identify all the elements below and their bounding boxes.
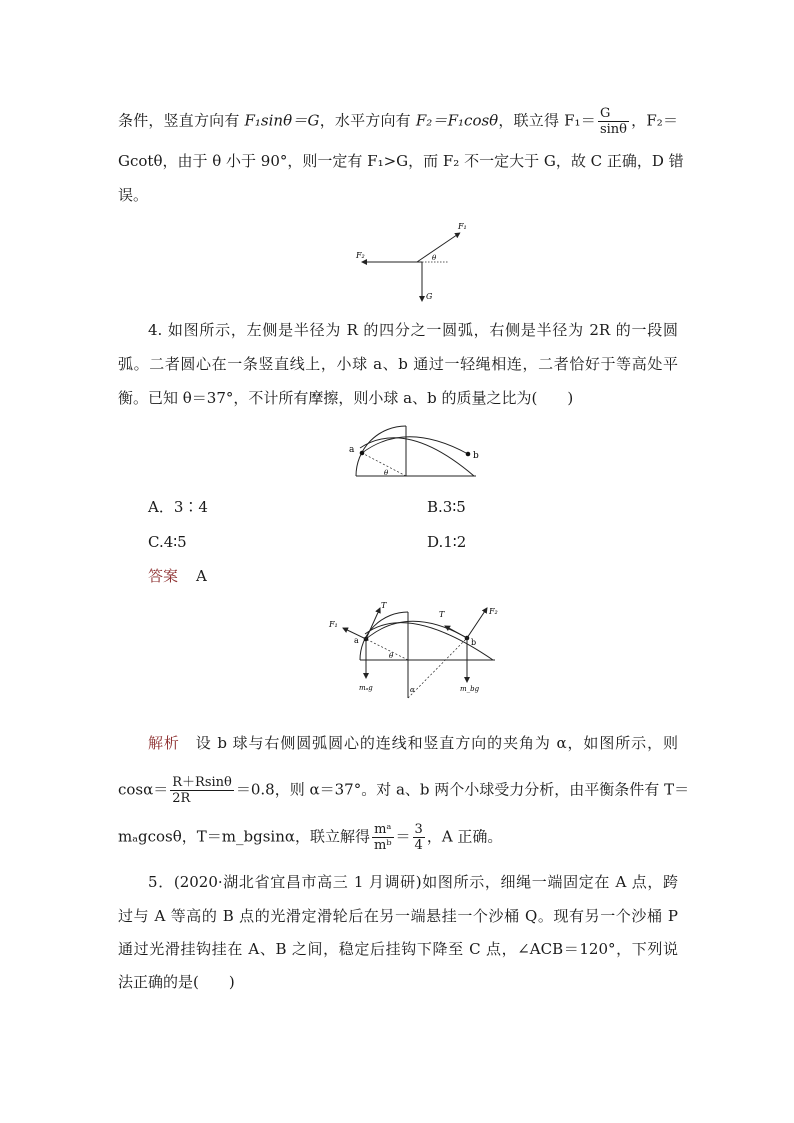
label-b: b xyxy=(471,638,477,647)
fraction-denominator: 4 xyxy=(414,838,423,853)
f1-vector xyxy=(417,233,460,262)
text: mₐgcosθ，T＝m_bgsinα，联立解得 xyxy=(118,827,370,846)
q4-line-3: 衡。已知 θ＝37°，不计所有摩擦，则小球 a、b 的质量之比为( ) xyxy=(118,389,574,407)
q5-line-3: 通过光滑挂钩挂在 A、B 之间，稳定后挂钩下降至 C 点，∠ACB＝120°，下列说 xyxy=(118,940,678,958)
option-a: A．3∶4 xyxy=(148,498,208,516)
q4-line-1: 4. 如图所示，左侧是半径为 R 的四分之一圆弧，右侧是半径为 2R 的一段圆 xyxy=(148,321,678,339)
label-f1: F₁ xyxy=(329,620,338,629)
ball-b xyxy=(466,452,471,457)
q4-line-2: 弧。二者圆心在一条竖直线上，小球 a、b 通过一轻绳相连，二者恰好于等高处平 xyxy=(118,355,678,373)
label-a: a xyxy=(354,636,359,645)
f2-vector xyxy=(467,608,487,638)
arc-diagram-q4 xyxy=(340,422,480,482)
rope xyxy=(362,437,468,454)
text: ＝0.8，则 α＝37°。对 a、b 两个小球受力分析，由平衡条件有 T＝ xyxy=(235,780,690,799)
text: ，水平方向有 xyxy=(319,111,416,130)
radius-dashed xyxy=(366,639,408,660)
label-theta: θ xyxy=(389,652,394,660)
prev-line-3: 误。 xyxy=(118,186,149,204)
label-g: G xyxy=(426,292,433,301)
text: ，联立得 F₁＝ xyxy=(498,111,596,130)
fraction-mass xyxy=(372,822,394,853)
answer-row xyxy=(148,566,207,586)
prev-line-2: Gcotθ，由于 θ 小于 90°，则一定有 F₁>G，而 F₂ 不一定大于 G，故 C 正确，D 错 xyxy=(118,152,684,170)
text: 条件，竖直方向有 xyxy=(118,111,245,130)
option-b: B.3∶5 xyxy=(427,498,466,516)
label-f1: F₁ xyxy=(458,222,467,231)
fraction-denominator: sinθ xyxy=(599,122,627,137)
label-t2: T xyxy=(439,610,445,619)
option-c: C.4∶5 xyxy=(148,533,187,551)
force-diagram-1 xyxy=(350,215,467,307)
equation: F₂＝F₁cosθ xyxy=(415,111,499,130)
fraction-ratio xyxy=(413,822,425,853)
option-d: D.1∶2 xyxy=(427,533,467,551)
q5-line-1: 5．(2020·湖北省宜昌市高三 1 月调研)如图所示，细绳一端固定在 A 点，跨 xyxy=(148,873,678,891)
quarter-arc xyxy=(356,426,406,476)
q5-line-2: 过与 A 等高的 B 点的光滑定滑轮后在另一端悬挂一个沙桶 Q。现有另一个沙桶 P xyxy=(118,907,678,925)
radius-b-dashed xyxy=(408,638,467,698)
fraction-numerator: G xyxy=(598,106,629,122)
fraction-cos xyxy=(170,775,234,806)
label-t1: T xyxy=(381,601,387,610)
fraction-numerator: mᵃ xyxy=(372,822,394,838)
label-f2: F₂ xyxy=(356,251,365,260)
label-mag: mₐg xyxy=(359,684,373,692)
fraction-g-over-sin xyxy=(598,106,629,137)
prev-line-1 xyxy=(118,106,678,137)
label-b: b xyxy=(473,451,479,461)
label-theta: θ xyxy=(432,254,437,262)
fraction-denominator: mᵇ xyxy=(374,838,392,853)
label-f2: F₂ xyxy=(489,607,498,616)
fraction-numerator: R＋Rsinθ xyxy=(172,775,232,790)
label-a: a xyxy=(349,445,355,455)
text: 设 b 球与右侧圆弧圆心的连线和竖直方向的夹角为 α，如图所示，则 xyxy=(179,734,678,752)
ball-a xyxy=(360,451,365,456)
analysis-line-2 xyxy=(118,775,690,806)
text: ，A 正确。 xyxy=(426,827,503,846)
answer-label: 答案 xyxy=(148,567,179,585)
label-mbg: m_bg xyxy=(460,685,480,693)
t1-vector xyxy=(366,608,380,639)
analysis-line-3 xyxy=(118,822,502,853)
analysis-label: 解析 xyxy=(148,734,180,752)
fraction-numerator: 3 xyxy=(414,822,423,837)
fraction-denominator: 2R xyxy=(172,791,191,806)
text: ＝ xyxy=(395,827,411,846)
analysis-line-1 xyxy=(148,733,678,753)
text: cosα＝ xyxy=(118,780,169,799)
text: ，F₂＝ xyxy=(630,111,678,130)
force-analysis-diagram xyxy=(325,600,500,700)
t2-vector xyxy=(445,626,467,638)
answer-value: A xyxy=(196,567,207,585)
label-theta: θ xyxy=(384,469,389,477)
q5-line-4: 法正确的是( ) xyxy=(118,973,235,991)
equation: F₁sinθ＝G xyxy=(244,111,320,130)
label-alpha: α xyxy=(410,686,415,694)
